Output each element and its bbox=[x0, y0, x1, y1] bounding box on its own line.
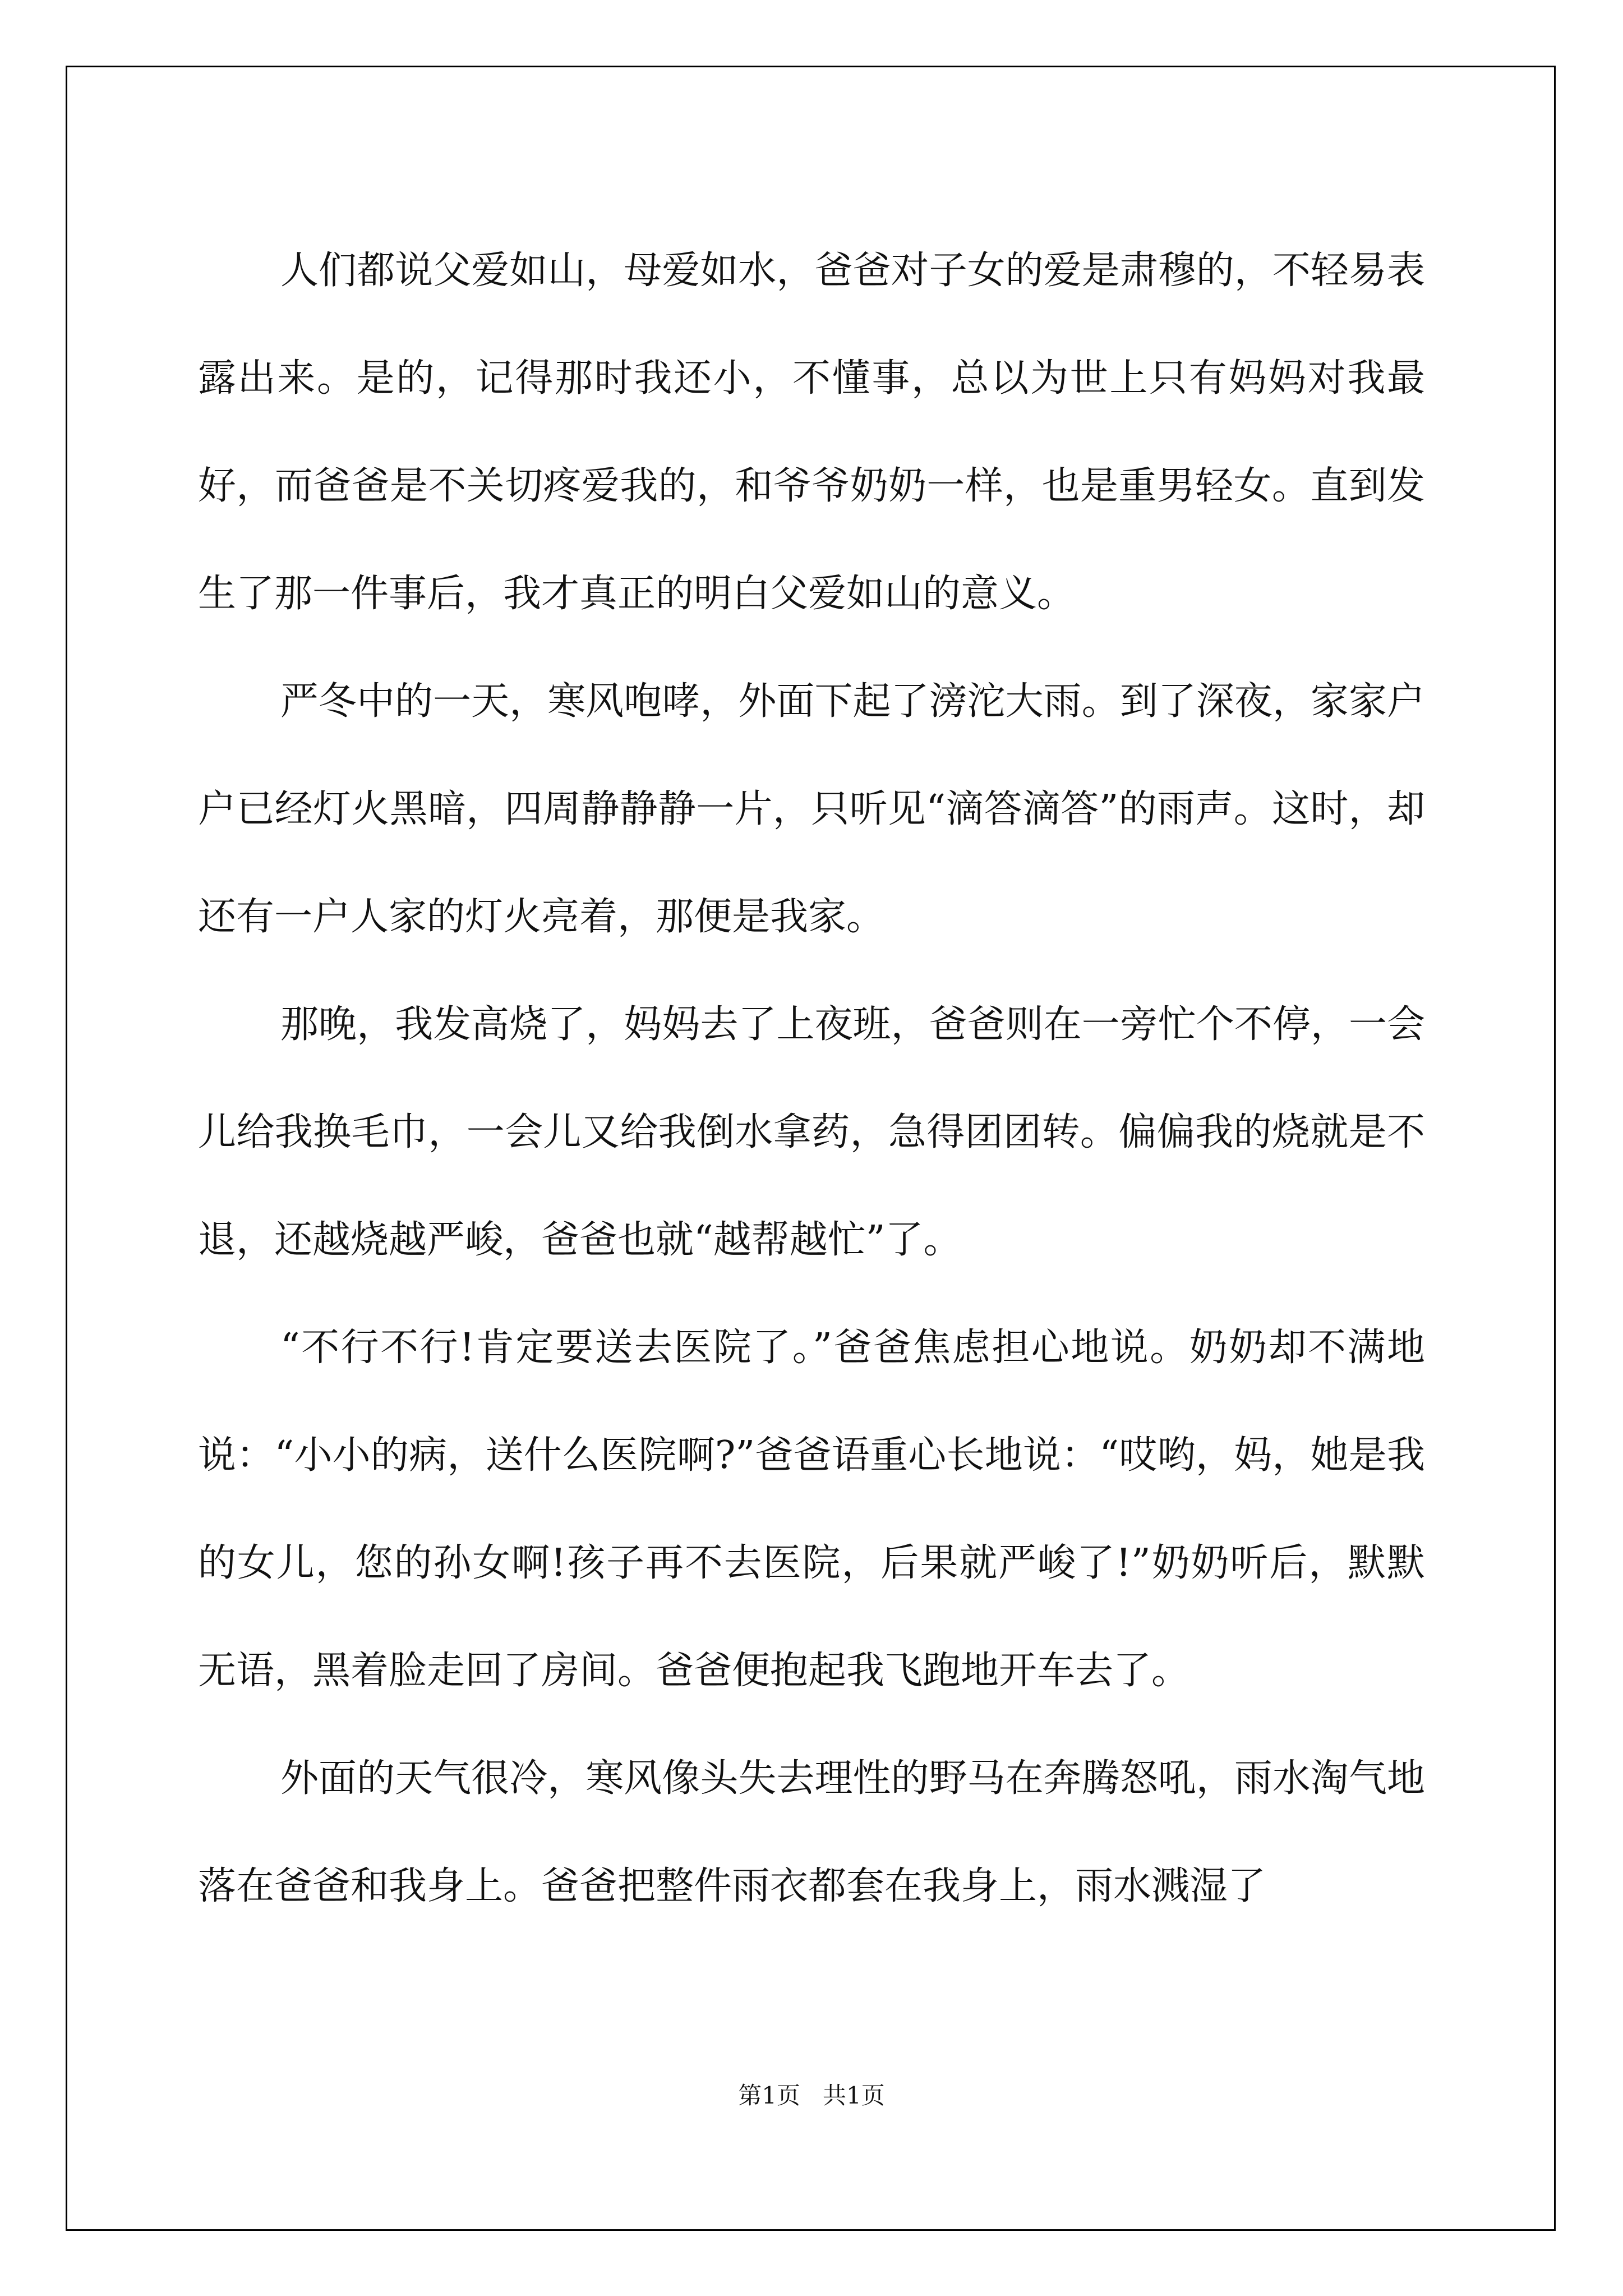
paragraph-4: “不行不行!肯定要送去医院了。”爸爸焦虑担心地说。奶奶却不满地说：“小小的病，送什么医院啊?”爸爸语重心长地说：“哎哟，妈，她是我的女儿，您的孙女啊!孩子再不去医院，后果就严峻了!”奶奶听后，默默无语，黑着脸走回了房间。爸爸便抱起我飞跑地开车去了。 bbox=[198, 1326, 1425, 1693]
page-total: 共1页 bbox=[823, 2082, 885, 2109]
paragraph-1: 人们都说父爱如山，母爱如水，爸爸对子女的爱是肃穆的，不轻易表露出来。是的，记得那时我还小，不懂事，总以为世上只有妈妈对我最好，而爸爸是不关切疼爱我的，和爷爷奶奶一样，也是重男轻女。直到发生了那一件事后，我才真正的明白父爱如山的意义。 bbox=[198, 249, 1425, 616]
page-footer bbox=[0, 2080, 1623, 2111]
paragraph-3: 那晚，我发高烧了，妈妈去了上夜班，爸爸则在一旁忙个不停，一会儿给我换毛巾，一会儿又给我倒水拿药，急得团团转。偏偏我的烧就是不退，还越烧越严峻，爸爸也就“越帮越忙”了。 bbox=[198, 1002, 1425, 1262]
paragraph-5: 外面的天气很冷，寒风像头失去理性的野马在奔腾怒吼，雨水淘气地落在爸爸和我身上。爸爸把整件雨衣都套在我身上，雨水溅湿了 bbox=[198, 1756, 1425, 1908]
document-body bbox=[198, 217, 1425, 1940]
paragraph-2: 严冬中的一天，寒风咆哮，外面下起了滂沱大雨。到了深夜，家家户户已经灯火黑暗，四周静静静一片，只听见“滴答滴答”的雨声。这时，却还有一户人家的灯火亮着，那便是我家。 bbox=[198, 679, 1425, 939]
page-number: 第1页 bbox=[738, 2082, 800, 2109]
